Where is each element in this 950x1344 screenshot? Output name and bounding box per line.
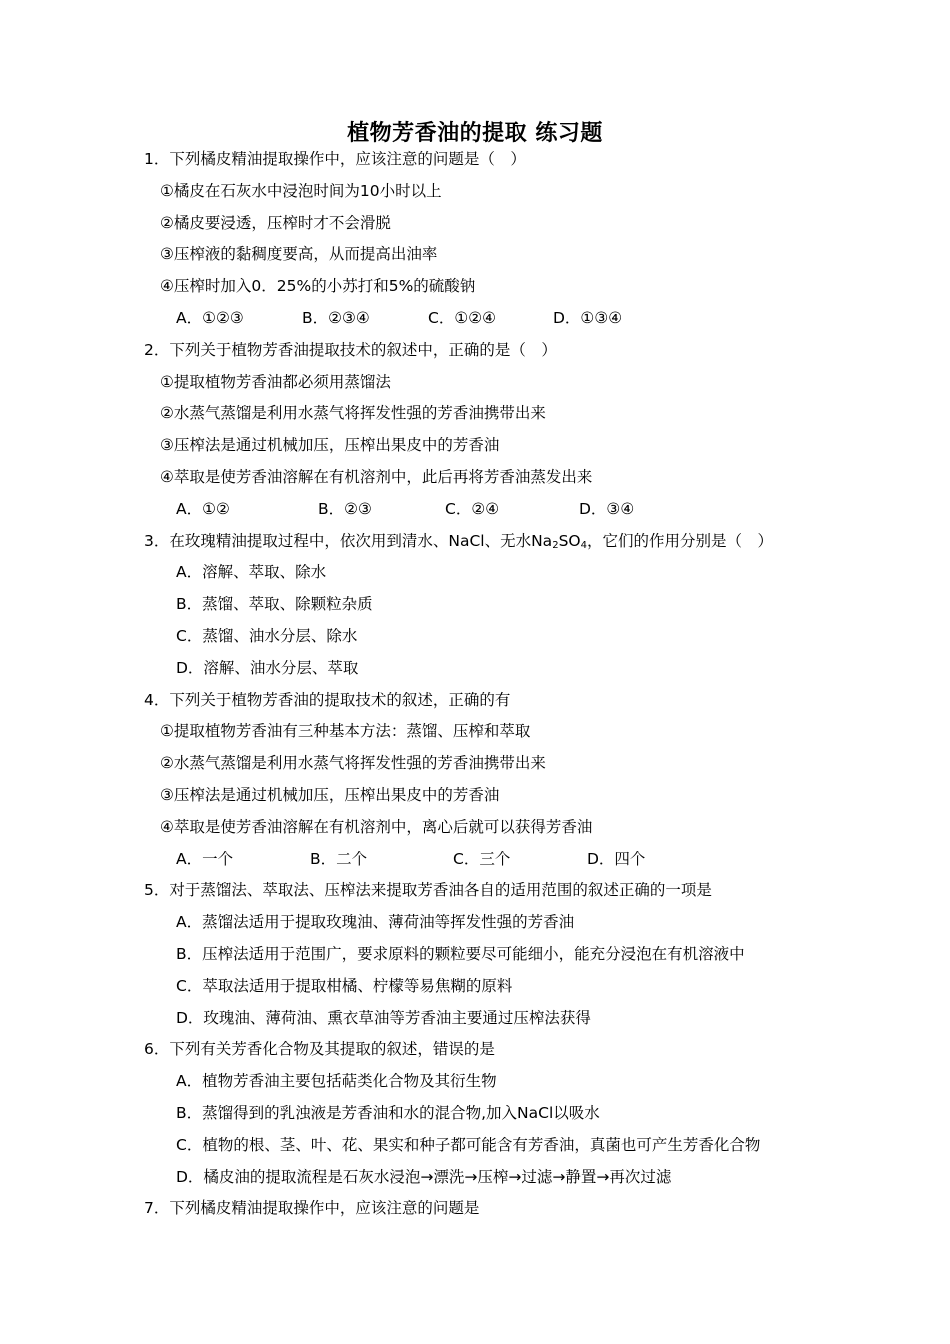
option-d: D．①③④ — [553, 308, 623, 327]
question-2 — [144, 335, 844, 526]
statement: ③压榨液的黏稠度要高，从而提高出油率 — [160, 245, 438, 264]
question-stem: 5．对于蒸馏法、萃取法、压榨法来提取芳香油各自的适用范围的叙述正确的一项是 — [144, 881, 712, 900]
option-c: C．萃取法适用于提取柑橘、柠檬等易焦糊的原料 — [176, 976, 513, 995]
option-a: A．①②③ — [176, 308, 244, 327]
option-b: B．蒸馏、萃取、除颗粒杂质 — [176, 595, 373, 614]
option-c: C．②④ — [445, 499, 500, 518]
question-6 — [144, 1034, 844, 1193]
statement: ②水蒸气蒸馏是利用水蒸气将挥发性强的芳香油携带出来 — [160, 754, 546, 773]
option-d: D．四个 — [587, 849, 646, 868]
answer-options — [144, 303, 844, 335]
question-stem: 2．下列关于植物芳香油提取技术的叙述中，正确的是（ ） — [144, 340, 557, 359]
option-c: C．三个 — [453, 849, 511, 868]
option-a: A．一个 — [176, 849, 234, 868]
option-d: D．③④ — [579, 499, 635, 518]
option-c: C．植物的根、茎、叶、花、果实和种子都可能含有芳香油，真菌也可产生芳香化合物 — [176, 1135, 761, 1154]
statement: ④萃取是使芳香油溶解在有机溶剂中，离心后就可以获得芳香油 — [160, 817, 593, 836]
option-b: B．蒸馏得到的乳浊液是芳香油和水的混合物,加入NaCl以吸水 — [176, 1103, 600, 1122]
question-5 — [144, 875, 844, 1034]
option-d: D．溶解、油水分层、萃取 — [176, 658, 359, 677]
option-d: D．橘皮油的提取流程是石灰水浸泡→漂洗→压榨→过滤→静置→再次过滤 — [176, 1167, 672, 1186]
option-a: A．①② — [176, 499, 230, 518]
option-d: D．玫瑰油、薄荷油、熏衣草油等芳香油主要通过压榨法获得 — [176, 1008, 591, 1027]
question-stem: 6．下列有关芳香化合物及其提取的叙述，错误的是 — [144, 1040, 495, 1059]
statement: ④压榨时加入0．25%的小苏打和5%的硫酸钠 — [160, 277, 476, 296]
statement: ④萃取是使芳香油溶解在有机溶剂中，此后再将芳香油蒸发出来 — [160, 467, 593, 486]
question-stem: 3．在玫瑰精油提取过程中，依次用到清水、NaCl、无水$Na_2SO_4$，它们的作用分别是（ ） — [144, 531, 773, 551]
statement: ①提取植物芳香油都必须用蒸馏法 — [160, 372, 391, 391]
question-4 — [144, 685, 844, 876]
statement: ②水蒸气蒸馏是利用水蒸气将挥发性强的芳香油携带出来 — [160, 404, 546, 423]
statement: ①橘皮在石灰水中浸泡时间为10小时以上 — [160, 181, 442, 200]
statement: ②橘皮要浸透，压榨时才不会滑脱 — [160, 213, 391, 232]
option-a: A．植物芳香油主要包括萜类化合物及其衍生物 — [176, 1072, 497, 1091]
statement: ③压榨法是通过机械加压，压榨出果皮中的芳香油 — [160, 785, 500, 804]
option-b: B．②③④ — [302, 308, 370, 327]
question-stem: 1．下列橘皮精油提取操作中，应该注意的问题是（ ） — [144, 150, 526, 168]
question-7 — [144, 1193, 844, 1225]
question-1 — [144, 144, 844, 335]
answer-options — [144, 844, 844, 876]
option-b: B．压榨法适用于范围广，要求原料的颗粒要尽可能细小，能充分浸泡在有机溶液中 — [176, 944, 745, 963]
statement: ①提取植物芳香油有三种基本方法：蒸馏、压榨和萃取 — [160, 722, 531, 741]
option-a: A．蒸馏法适用于提取玫瑰油、薄荷油等挥发性强的芳香油 — [176, 913, 575, 932]
option-b: B．②③ — [318, 499, 372, 518]
question-stem: 7．下列橘皮精油提取操作中，应该注意的问题是 — [144, 1199, 480, 1218]
option-a: A．溶解、萃取、除水 — [176, 563, 327, 582]
question-stem: 4．下列关于植物芳香油的提取技术的叙述，正确的有 — [144, 690, 511, 709]
question-list — [144, 144, 844, 1225]
question-3 — [144, 526, 844, 685]
page-title: 植物芳香油的提取 练习题 — [347, 121, 603, 146]
option-b: B．二个 — [310, 849, 368, 868]
statement: ③压榨法是通过机械加压，压榨出果皮中的芳香油 — [160, 436, 500, 455]
option-c: C．①②④ — [428, 308, 497, 327]
option-c: C．蒸馏、油水分层、除水 — [176, 626, 358, 645]
answer-options — [144, 494, 844, 526]
